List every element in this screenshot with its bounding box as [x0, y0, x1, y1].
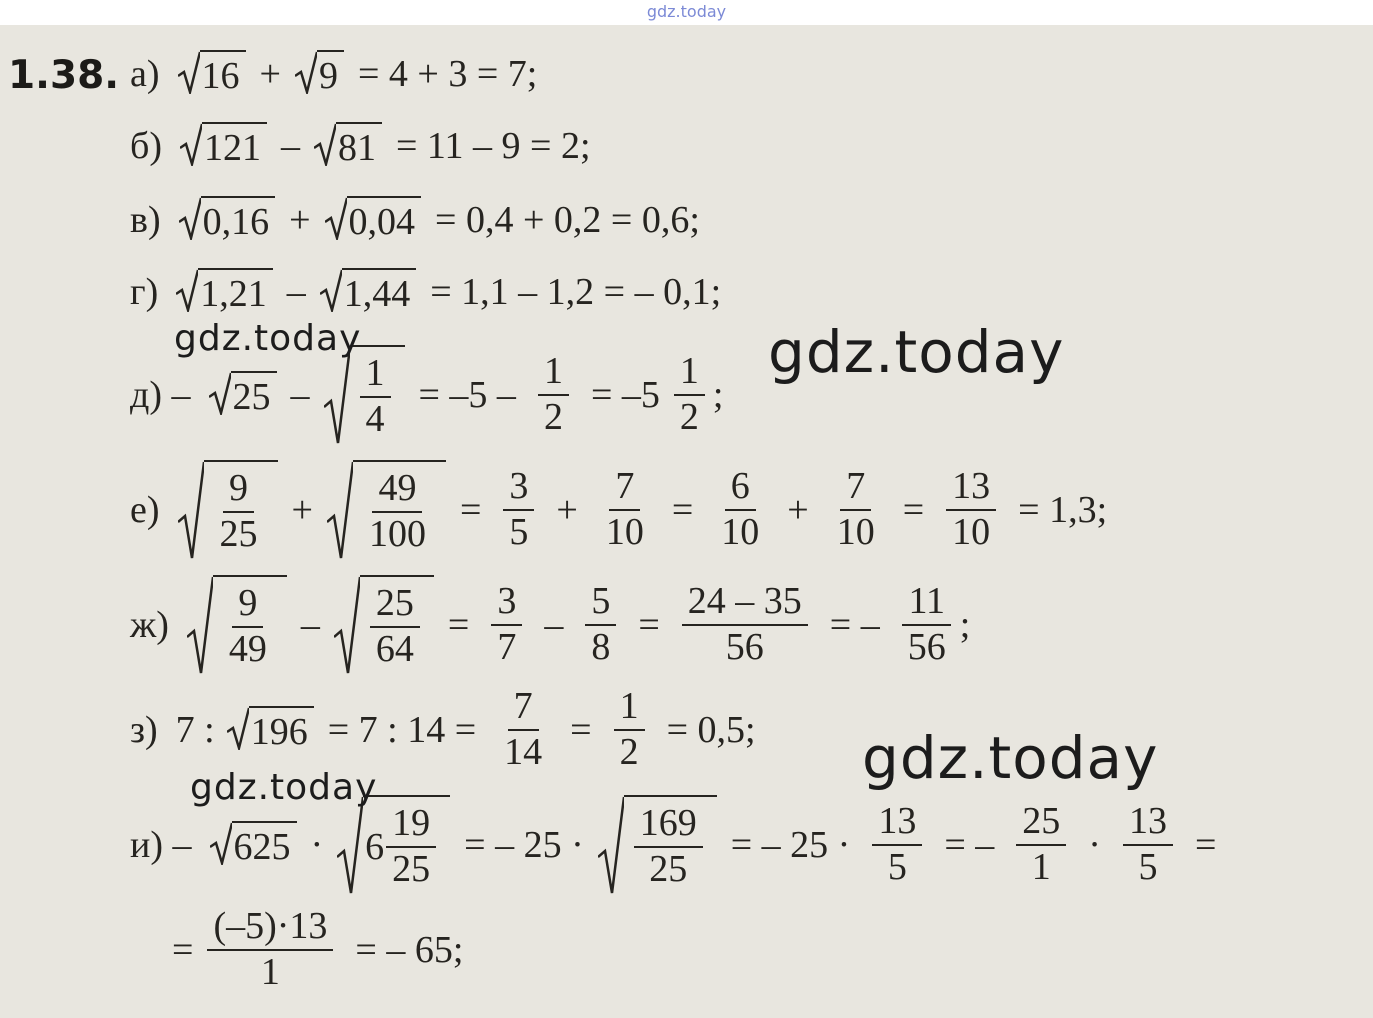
frac-e4: $\frac{7}{10}$ — [836, 465, 875, 553]
sqrt-a2: 9 — [295, 50, 344, 98]
frac-zh2: $\frac{5}{8}$ — [585, 580, 616, 669]
frac-d3: $\frac{1}{2}$ — [674, 350, 705, 439]
sqrt-d2: $\frac{1}{4}$ — [324, 345, 405, 445]
frac-final: $\frac{(-5)\cdot 13}{1}$ — [207, 905, 333, 994]
label-i: и) – — [130, 824, 192, 866]
label-g: г) — [130, 271, 159, 313]
sqrt-i1: 625 — [210, 821, 297, 869]
line-a: а) 16 + 9 = 4 + 3 = 7; — [130, 50, 551, 98]
sqrt-z1: 196 — [227, 706, 314, 754]
frac-z2: $\frac{1}{2}$ — [614, 685, 645, 774]
problem-number: 1.38. — [8, 53, 120, 98]
rest-b: = 11 – 9 = 2; — [396, 125, 591, 167]
frac-e2: $\frac{7}{10}$ — [605, 465, 644, 553]
sqrt-g2: 1,44 — [320, 268, 417, 316]
watermark-4: gdz.today — [190, 767, 378, 808]
sqrt-b1: 121 — [180, 122, 267, 170]
frac-i2: $\frac{25}{1}$ — [1016, 800, 1066, 889]
watermark-2: gdz.today — [768, 318, 1065, 386]
frac-e1: $\frac{3}{5}$ — [503, 465, 534, 554]
frac-zh3: $\frac{24 - 35}{56}$ — [682, 580, 808, 669]
sqrt-b2: 81 — [314, 122, 382, 170]
line-d: д) – 25 – $\frac{1}{4}$ = –5 – $\frac{1}{2}$ = –5 $\frac{1}{2}$ ; — [130, 345, 723, 445]
label-b: б) — [130, 125, 162, 167]
line-v: в) 0,16 + 0,04 = 0,4 + 0,2 = 0,6; — [130, 196, 714, 244]
sqrt-v2: 0,04 — [325, 196, 422, 244]
frac-i1: $\frac{13}{5}$ — [872, 800, 922, 889]
line-final: = $\frac{(-5)\cdot 13}{1}$ = – 65; — [172, 905, 464, 993]
label-z: з) — [130, 708, 158, 751]
sqrt-v1: 0,16 — [179, 196, 276, 244]
frac-z1: $\frac{7}{14}$ — [504, 685, 543, 773]
rest-a: = 4 + 3 = 7; — [357, 53, 538, 95]
label-e: е) — [130, 489, 160, 531]
frac-zh4: $\frac{11}{56}$ — [902, 580, 952, 669]
line-zh: ж) $\frac{9}{49}$ – $\frac{25}{64}$ = $\frac{3}{7}$ – $\frac{5}{8}$ = $\frac{24 - 35}{56}$ = – $\frac{11}{56}$ ; — [130, 575, 970, 675]
line-z: з) 7 : 196 = 7 : 14 = $\frac{7}{14}$ = $\frac{1}{2}$ = 0,5; — [130, 685, 756, 773]
sqrt-e2: $\frac{49}{100}$ — [327, 460, 446, 560]
sqrt-zh2: $\frac{25}{64}$ — [334, 575, 434, 675]
frac-e5: $\frac{13}{10}$ — [946, 465, 996, 554]
frac-zh1: $\frac{3}{7}$ — [491, 580, 522, 669]
line-b: б) 121 – 81 = 11 – 9 = 2; — [130, 122, 605, 170]
line-e: е) $\frac{9}{25}$ + $\frac{49}{100}$ = $\frac{3}{5}$ + $\frac{7}{10}$ = $\frac{6}{10}$ + $\frac{7}{10}$ = $\frac{13}{10}$ = 1,3; — [130, 460, 1121, 560]
sqrt-g1: 1,21 — [176, 268, 273, 316]
line-g: г) 1,21 – 1,44 = 1,1 – 1,2 = – 0,1; — [130, 268, 735, 316]
header-watermark: gdz.today — [646, 2, 727, 21]
label-v: в) — [130, 199, 161, 241]
sqrt-zh1: $\frac{9}{49}$ — [187, 575, 287, 675]
rest-v: = 0,4 + 0,2 = 0,6; — [435, 199, 700, 241]
frac-d2: $\frac{1}{2}$ — [538, 350, 569, 439]
frac-e3: $\frac{6}{10}$ — [721, 465, 760, 553]
rest-g: = 1,1 – 1,2 = – 0,1; — [430, 271, 722, 313]
sqrt-i2: 6 $\frac{19}{25}$ — [337, 795, 450, 895]
sqrt-d1: 25 — [209, 371, 277, 419]
label-zh: ж) — [130, 604, 169, 646]
line-i: и) – 625 · 6 $\frac{19}{25}$ = – 25 · $\frac{169}{25}$ = – 25 · $\frac{13}{5}$ = – $\frac{25}{1}$ · $\frac{13}{5}$ = — [130, 795, 1230, 895]
frac-i3: $\frac{13}{5}$ — [1123, 800, 1173, 889]
label-a: а) — [130, 53, 160, 95]
label-d: д) – — [130, 374, 191, 416]
watermark-3: gdz.today — [862, 724, 1159, 792]
watermark-1: gdz.today — [174, 318, 362, 359]
sqrt-i3: $\frac{169}{25}$ — [598, 795, 717, 895]
sqrt-a1: 16 — [178, 50, 246, 98]
sqrt-e1: $\frac{9}{25}$ — [178, 460, 278, 560]
